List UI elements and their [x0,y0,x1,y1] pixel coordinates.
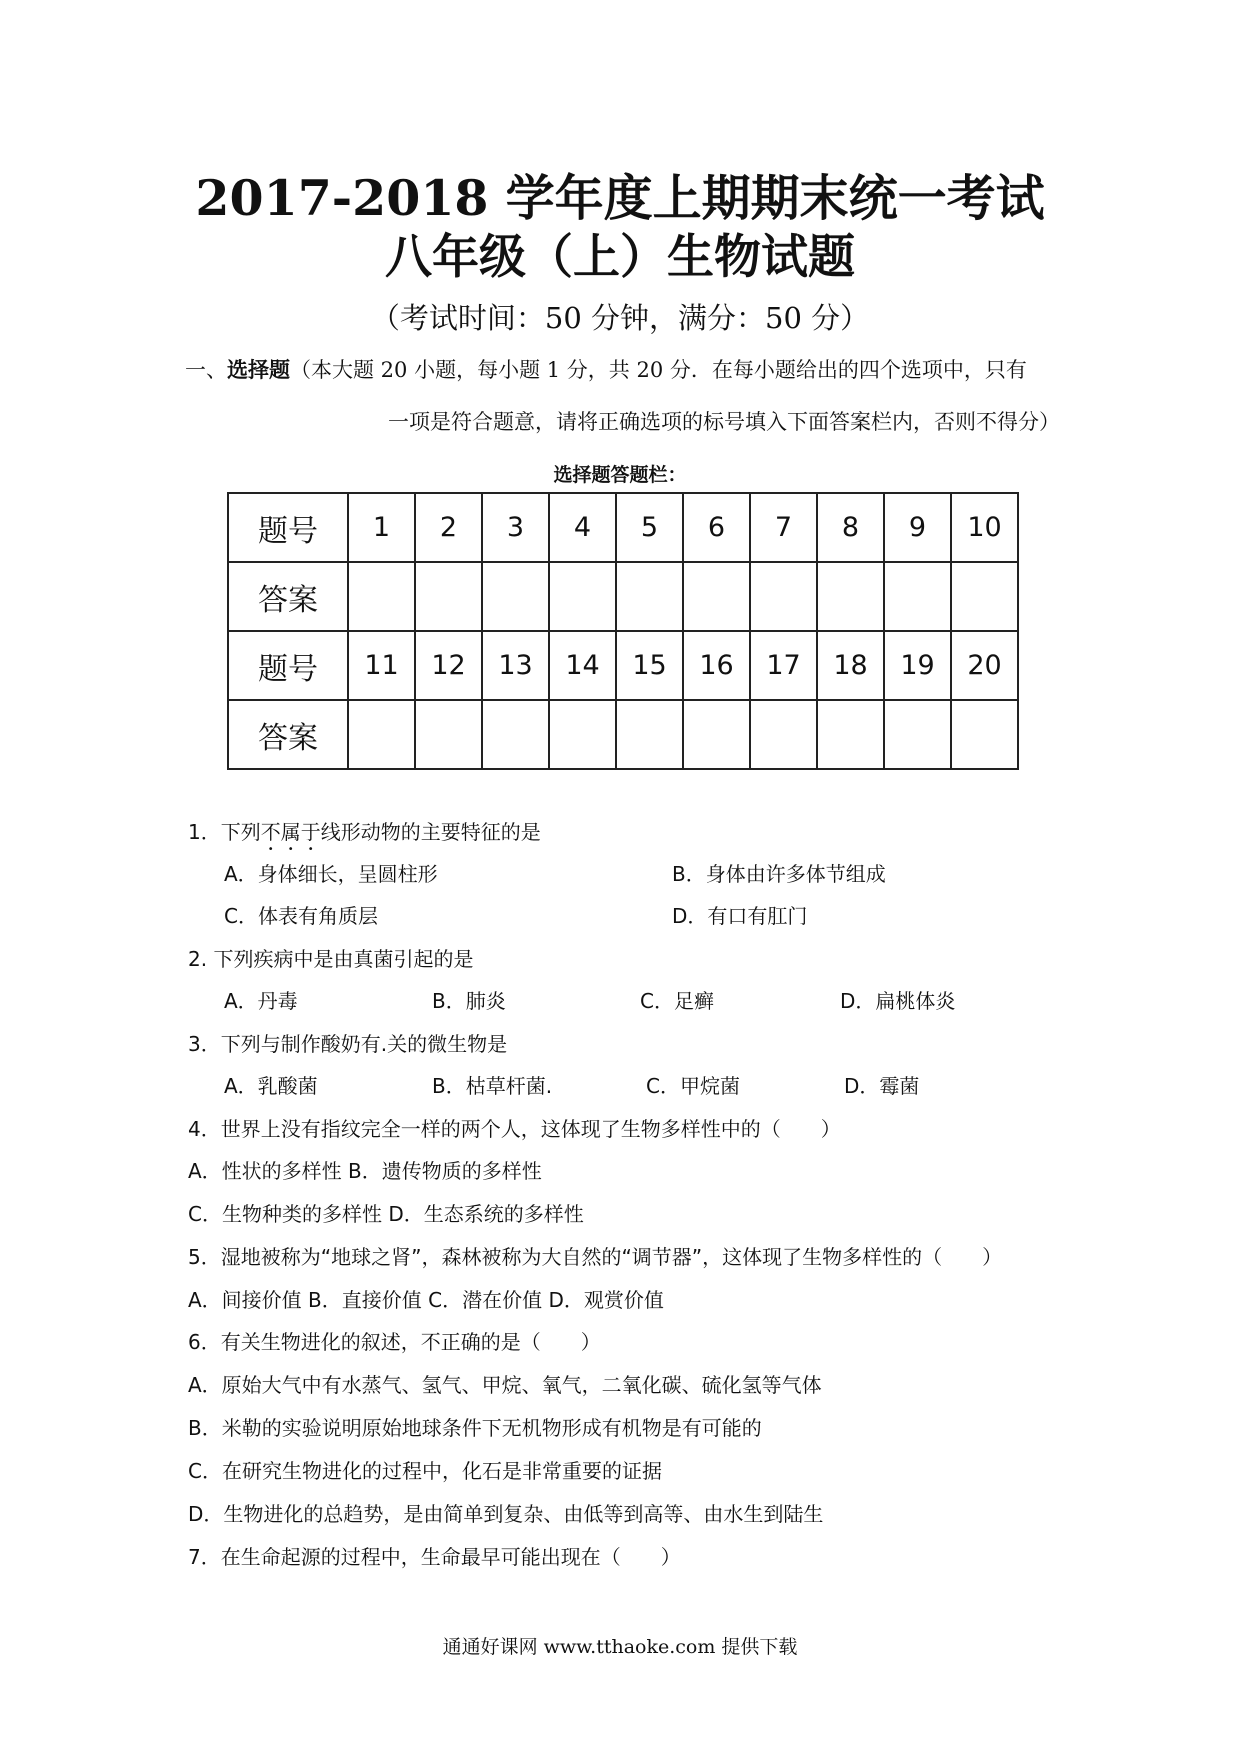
option-c: C．体表有角质层 [224,904,378,928]
question-number: 7 [750,493,817,562]
answer-cell[interactable] [683,562,750,631]
question-3: 3．下列与制作酸奶有.关的微生物是 [188,1032,508,1056]
question-4-options-ab: A．性状的多样性 B．遗传物质的多样性 [188,1159,542,1183]
answer-cell[interactable] [616,700,683,769]
question-number: 6 [683,493,750,562]
option-c: C．足癣 [640,989,714,1013]
question-1-post: 线形动物的主要特征的是 [320,820,541,844]
question-7: 7．在生命起源的过程中，生命最早可能出现在（ ） [188,1545,681,1569]
question-number: 17 [750,631,817,700]
question-number: 11 [348,631,415,700]
option-a: A．乳酸菌 [224,1074,318,1098]
question-5: 5．湿地被称为“地球之肾”，森林被称为大自然的“调节器”，这体现了生物多样性的（ ） [188,1245,1003,1269]
question-number: 16 [683,631,750,700]
answer-cell[interactable] [884,700,951,769]
option-c: C．甲烷菌 [646,1074,740,1098]
question-5-options: A．间接价值 B．直接价值 C．潜在价值 D．观赏价值 [188,1288,664,1312]
answer-cell[interactable] [750,562,817,631]
answer-cell[interactable] [482,700,549,769]
option-c: C．在研究生物进化的过程中，化石是非常重要的证据 [188,1459,662,1483]
number-row-2 [228,631,1018,700]
option-a: A．原始大气中有水蒸气、氢气、甲烷、氧气，二氧化碳、硫化氢等气体 [188,1373,822,1397]
question-4: 4．世界上没有指纹完全一样的两个人，这体现了生物多样性中的（ ） [188,1117,841,1141]
answer-cell[interactable] [415,700,482,769]
option-b: B．身体由许多体节组成 [672,862,886,886]
question-number: 10 [951,493,1018,562]
answer-cell[interactable] [348,700,415,769]
exam-info: （考试时间：50 分钟，满分：50 分） [370,301,870,335]
question-1-pre: 1．下列 [188,820,261,844]
answer-cell[interactable] [348,562,415,631]
number-row-1 [228,493,1018,562]
exam-subject-title: 八年级（上）生物试题 [385,230,855,285]
answer-cell[interactable] [482,562,549,631]
answer-label: 答案 [228,700,348,769]
answer-cell[interactable] [549,562,616,631]
answer-cell[interactable] [549,700,616,769]
question-number: 18 [817,631,884,700]
option-b: B．枯草杆菌. [432,1074,553,1098]
answer-cell[interactable] [817,700,884,769]
answer-table [227,492,1019,770]
option-b: B．米勒的实验说明原始地球条件下无机物形成有机物是有可能的 [188,1416,762,1440]
exam-title: 2017-2018 学年度上期期末统一考试 [195,169,1045,227]
question-number: 9 [884,493,951,562]
option-a: A．身体细长，呈圆柱形 [224,862,438,886]
question-number: 2 [415,493,482,562]
number-label: 题号 [228,631,348,700]
answer-cell[interactable] [750,700,817,769]
answer-cell[interactable] [951,562,1018,631]
section-desc-line2: 一项是符合题意，请将正确选项的标号填入下面答案栏内，否则不得分） [388,410,1060,434]
question-1-emphasis: 不属于 [260,820,321,844]
answer-row-1 [228,562,1018,631]
question-number: 5 [616,493,683,562]
answer-cell[interactable] [817,562,884,631]
question-number: 13 [482,631,549,700]
section-number: 一、 [185,358,227,382]
answer-cell[interactable] [951,700,1018,769]
question-number: 4 [549,493,616,562]
answer-cell[interactable] [884,562,951,631]
question-number: 8 [817,493,884,562]
question-number: 14 [549,631,616,700]
question-number: 20 [951,631,1018,700]
question-number: 1 [348,493,415,562]
question-6: 6．有关生物进化的叙述，不正确的是（ ） [188,1330,601,1354]
section-name: 选择题 [227,357,290,382]
answer-row-2 [228,700,1018,769]
question-number: 12 [415,631,482,700]
option-a: A．丹毒 [224,989,298,1013]
option-d: D．生物进化的总趋势，是由简单到复杂、由低等到高等、由水生到陆生 [188,1502,824,1526]
question-4-options-cd: C．生物种类的多样性 D．生态系统的多样性 [188,1202,584,1226]
number-label: 题号 [228,493,348,562]
question-number: 3 [482,493,549,562]
option-b: B．肺炎 [432,989,506,1013]
option-d: D．有口有肛门 [672,904,808,928]
option-d: D．扁桃体炎 [840,989,956,1013]
question-number: 19 [884,631,951,700]
question-1 [188,816,541,855]
option-d: D．霉菌 [844,1074,920,1098]
answer-table-header: 选择题答题栏： [553,464,687,486]
question-2: 2. 下列疾病中是由真菌引起的是 [188,947,474,971]
answer-cell[interactable] [415,562,482,631]
question-number: 15 [616,631,683,700]
answer-cell[interactable] [616,562,683,631]
answer-cell[interactable] [683,700,750,769]
answer-label: 答案 [228,562,348,631]
section-desc-line1: （本大题 20 小题，每小题 1 分，共 20 分．在每小题给出的四个选项中，只有 [290,358,1027,382]
section-heading [185,358,1065,382]
page-footer: 通通好课网 www.tthaoke.com 提供下载 [442,1636,798,1658]
